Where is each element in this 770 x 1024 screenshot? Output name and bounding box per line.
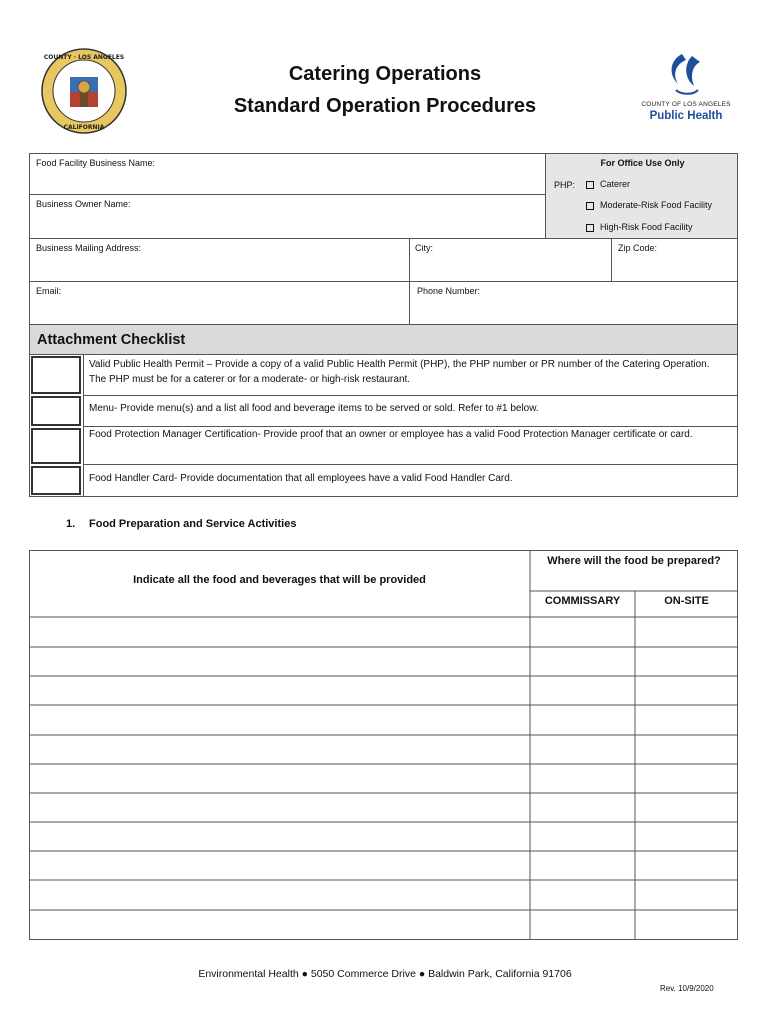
section1-number: 1. <box>66 518 76 530</box>
phone-number-label: Phone Number: <box>417 286 481 296</box>
footer-address: Environmental Health ● 5050 Commerce Drive ● Baldwin Park, California 91706 <box>198 968 572 980</box>
food-activities-table <box>29 550 738 940</box>
mailing-address-field[interactable] <box>29 238 410 282</box>
business-name-field[interactable] <box>29 153 546 195</box>
email-label: Email: <box>36 286 62 296</box>
checklist-checkbox-1[interactable] <box>31 356 81 394</box>
php-label: PHP: <box>554 180 576 190</box>
checkbox-icon[interactable] <box>586 224 594 232</box>
option-caterer[interactable]: Caterer <box>586 179 630 189</box>
checklist-item-4: Food Handler Card- Provide documentation that all employees have a valid Food Handler Card. <box>89 473 513 484</box>
owner-name-field[interactable] <box>29 194 546 239</box>
column-onsite-header: ON-SITE <box>664 595 709 607</box>
document-title-line2: Standard Operation Procedures <box>233 95 537 117</box>
column-commissary-header: COMMISSARY <box>544 595 621 607</box>
phone-number-field[interactable] <box>409 281 738 325</box>
checklist-item-2: Menu- Provide menu(s) and a list all food and beverage items to be served or sold. Refer to #1 below. <box>89 403 539 414</box>
column-where-header: Where will the food be prepared? <box>547 555 721 567</box>
checklist-item-1: Valid Public Health Permit – Provide a copy of a valid Public Health Permit (PHP), the PHP number or PR number of the Catering Operation. The PHP must be for a caterer or for a moderate- or high-risk restaurant. <box>89 359 710 385</box>
zip-code-field[interactable] <box>611 238 738 282</box>
table-grid <box>29 550 738 940</box>
checklist-item-3: Food Protection Manager Certification- Provide proof that an owner or employee has a valid Food Protection Manager certificate or card. <box>89 429 693 440</box>
divider <box>83 395 738 396</box>
checkbox-icon[interactable] <box>586 181 594 189</box>
checklist-checkbox-4[interactable] <box>31 466 81 495</box>
divider <box>83 464 738 465</box>
mailing-address-label: Business Mailing Address: <box>36 243 142 253</box>
revision-date: Rev. 10/9/2020 <box>660 984 714 993</box>
checklist-checkbox-3[interactable] <box>31 428 81 464</box>
office-use-title: For Office Use Only <box>600 158 685 168</box>
business-name-label: Food Facility Business Name: <box>36 158 156 168</box>
svg-text:CALIFORNIA: CALIFORNIA <box>63 124 105 131</box>
logo-county-text: COUNTY OF LOS ANGELES <box>641 101 731 108</box>
attachment-checklist-header: Attachment Checklist <box>29 324 738 355</box>
option-high-risk[interactable]: High-Risk Food Facility <box>586 222 693 232</box>
office-use-panel <box>545 153 738 239</box>
city-field[interactable] <box>409 238 612 282</box>
document-title-line1: Catering Operations <box>288 63 482 85</box>
option-moderate-risk[interactable]: Moderate-Risk Food Facility <box>586 200 712 210</box>
section1-heading: Food Preparation and Service Activities <box>89 518 297 530</box>
checklist-checkbox-2[interactable] <box>31 396 81 426</box>
column-indicate-header: Indicate all the food and beverages that will be provided <box>133 574 426 586</box>
owner-name-label: Business Owner Name: <box>36 199 131 209</box>
logo-public-health-text: Public Health <box>649 110 723 122</box>
email-field[interactable] <box>29 281 410 325</box>
svg-text:COUNTY · LOS ANGELES: COUNTY · LOS ANGELES <box>43 54 125 61</box>
checkbox-icon[interactable] <box>586 202 594 210</box>
zip-code-label: Zip Code: <box>618 243 658 253</box>
county-seal <box>40 47 128 135</box>
city-label: City: <box>415 243 433 253</box>
